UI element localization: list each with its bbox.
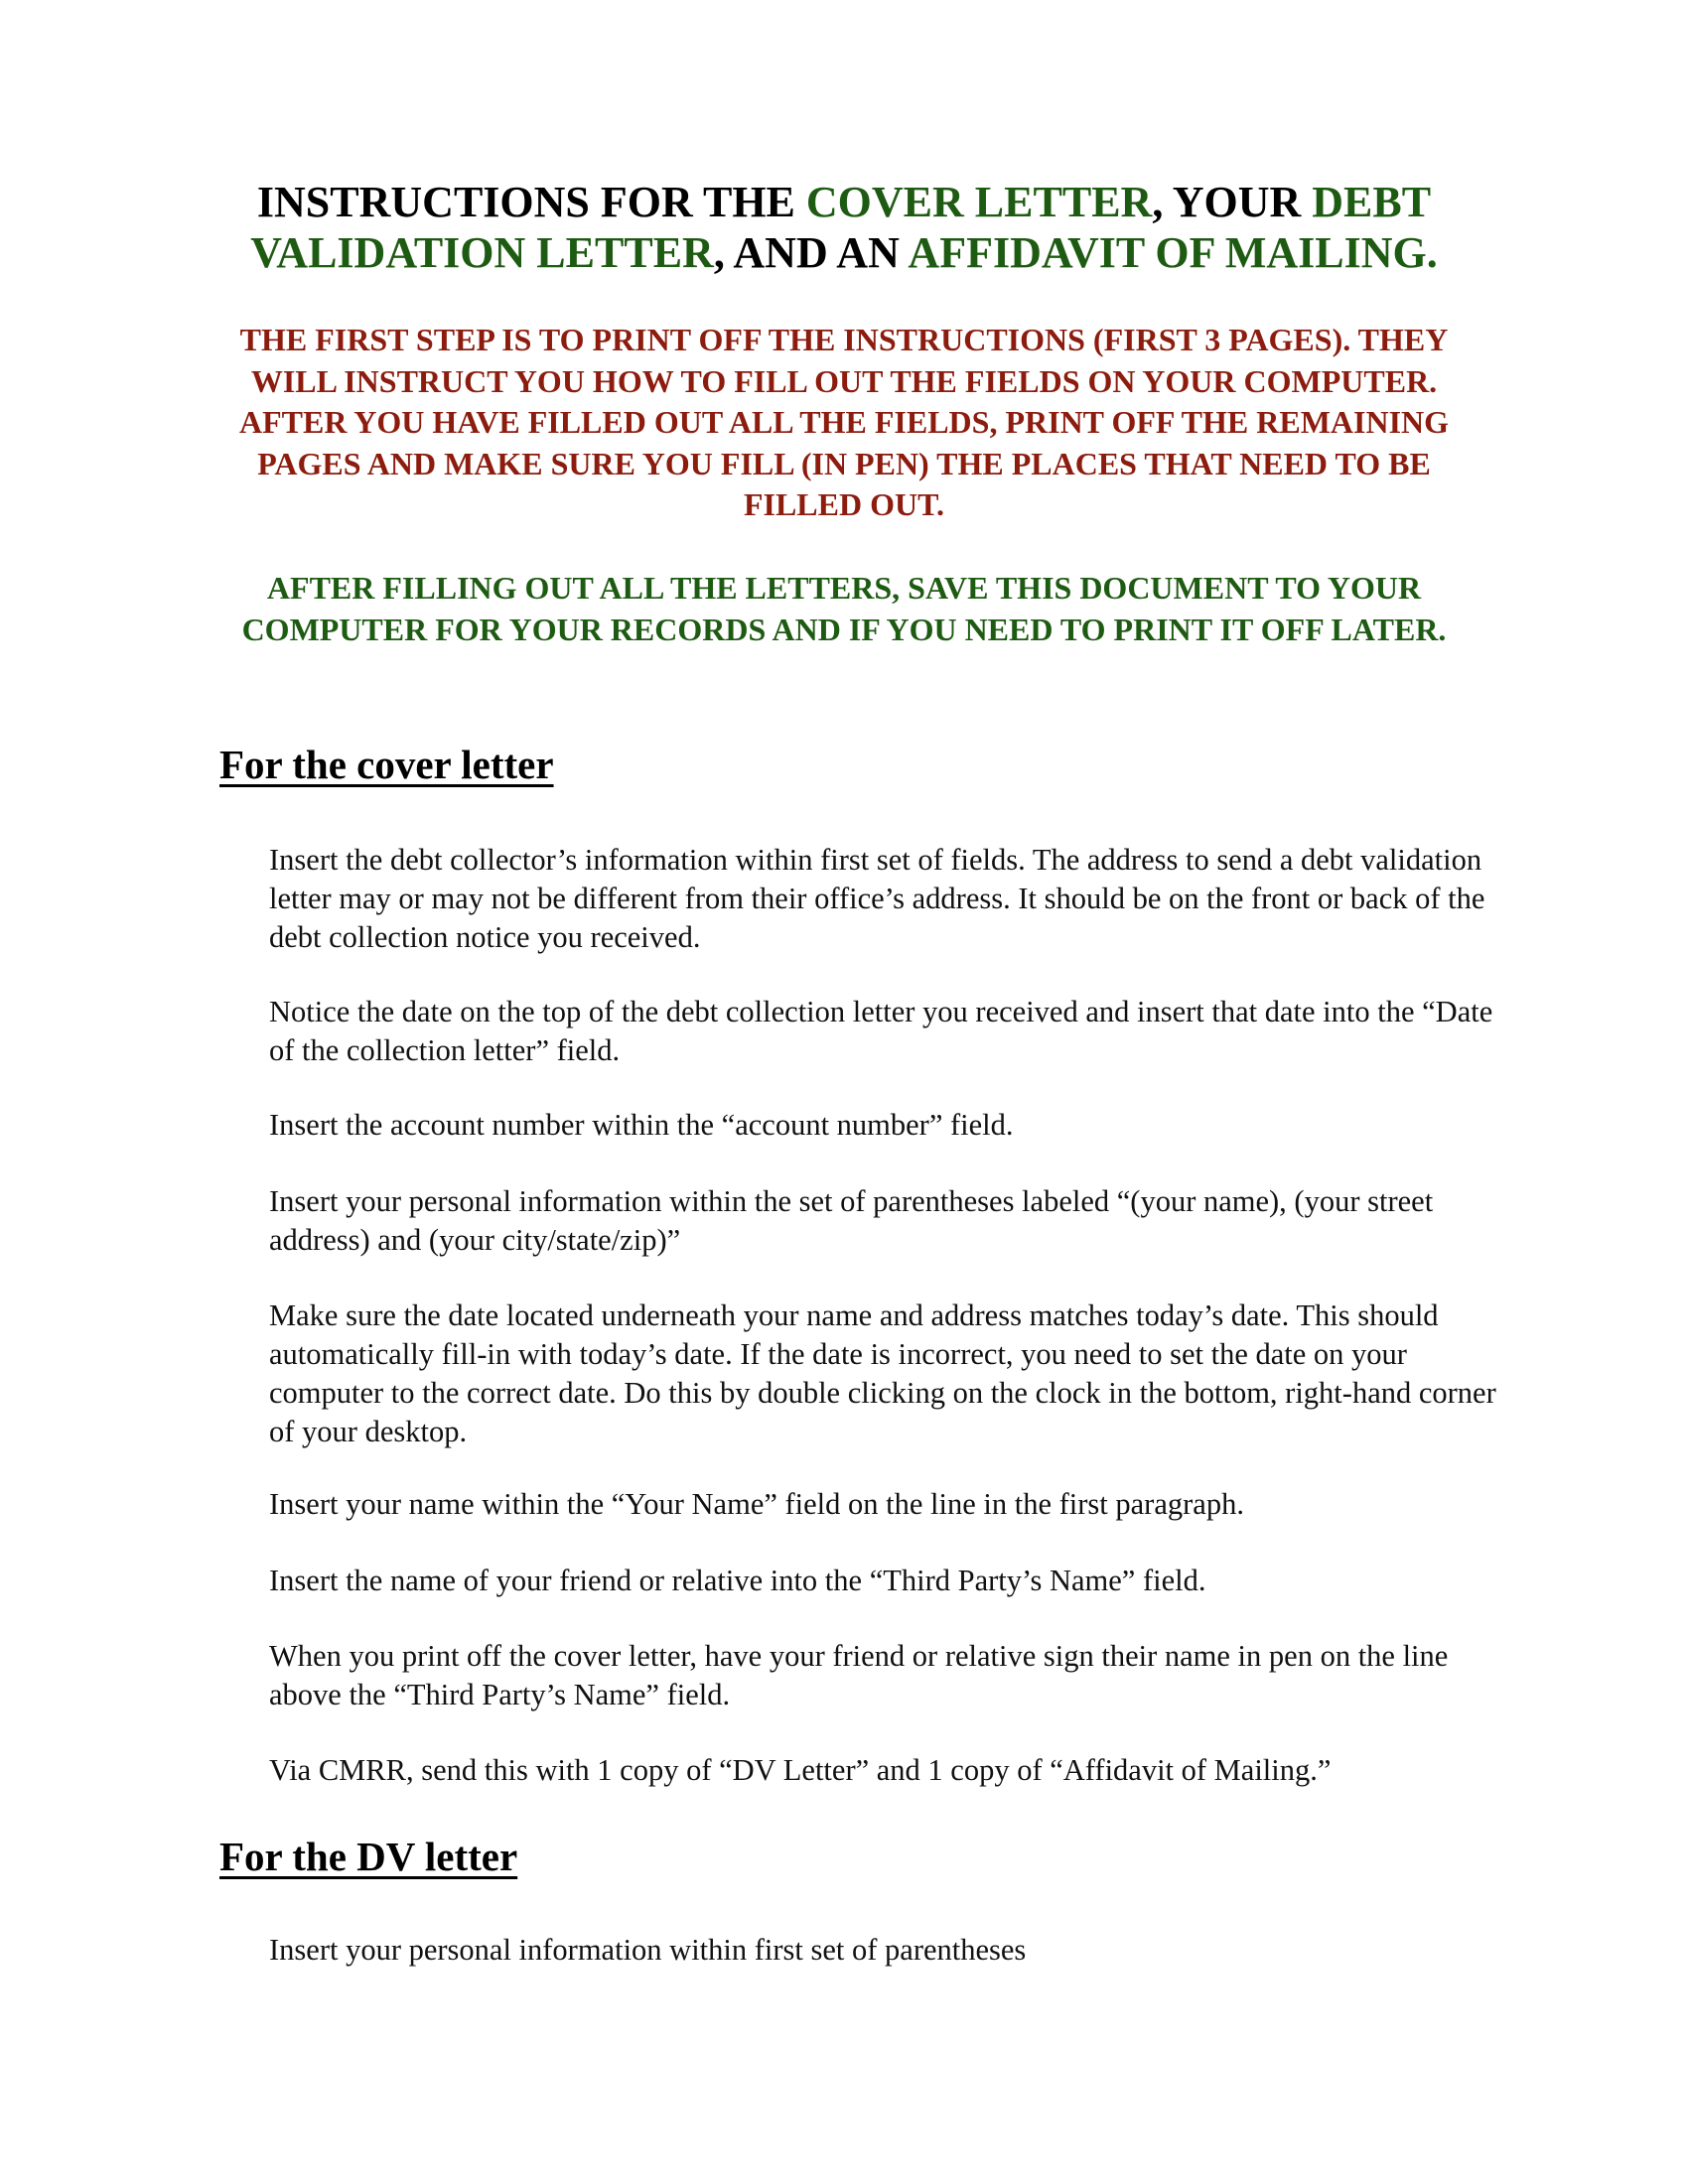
title-debt-validation-letter: DEBT VALIDATION LETTER — [250, 178, 1432, 277]
cover-letter-paragraph-1: Insert the debt collector’s information within first set of fields. The address to send a debt validation letter may or may not be different from their office’s address. It should be on the front or back of the debt collection notice you received. — [269, 843, 1485, 954]
cover-letter-paragraph-5: Make sure the date located underneath your name and address matches today’s date. This should automatically fill-in with today’s date. If the date is incorrect, you need to set the date on your computer to the correct date. Do this by double clicking on the clock in the bottom, right-hand corner of your desktop. — [269, 1298, 1496, 1448]
cover-letter-paragraph-2: Notice the date on the top of the debt collection letter you received and insert that date into the “Date of the collection letter” field. — [269, 995, 1493, 1067]
cover-letter-paragraph-4: Insert your personal information within the set of parentheses labeled “(your name), (your street address) and (your city/state/zip)” — [269, 1184, 1434, 1257]
title-cover-letter: COVER LETTER — [805, 178, 1153, 226]
cover-letter-paragraph-9: Via CMRR, send this with 1 copy of “DV Letter” and 1 copy of “Affidavit of Mailing.” — [269, 1753, 1332, 1787]
cover-letter-paragraph-6: Insert your name within the “Your Name” field on the line in the first paragraph. — [269, 1487, 1244, 1521]
cover-letter-paragraph-8: When you print off the cover letter, have your friend or relative sign their name in pen on the line above the “Third Party’s Name” field. — [269, 1639, 1449, 1711]
title-part-5: , AND AN — [713, 228, 909, 277]
cover-letter-paragraph-7: Insert the name of your friend or relative into the “Third Party’s Name” field. — [269, 1564, 1206, 1597]
print-instructions-notice: THE FIRST STEP IS TO PRINT OFF THE INSTRUCTIONS (FIRST 3 PAGES). THEY WILL INSTRUCT YOU HOW TO FILL OUT THE FIELDS ON YOUR COMPUTER. AFTER YOU HAVE FILLED OUT ALL THE FIELDS, PRINT OFF THE REMAINING PAGES AND MAKE SURE YOU FILL (IN PEN) THE PLACES THAT NEED TO BE FILLED OUT. — [238, 322, 1450, 523]
cover-letter-paragraph-3: Insert the account number within the “account number” field. — [269, 1108, 1014, 1142]
title-part-3: , YOUR — [1152, 178, 1313, 226]
save-document-notice: AFTER FILLING OUT ALL THE LETTERS, SAVE THIS DOCUMENT TO YOUR COMPUTER FOR YOUR RECORDS AND IF YOU NEED TO PRINT IT OFF LATER. — [241, 570, 1447, 647]
dv-letter-paragraph-1: Insert your personal information within first set of parentheses — [269, 1933, 1027, 1967]
dv-letter-heading: For the DV letter — [219, 1834, 518, 1879]
title-affidavit-of-mailing: AFFIDAVIT OF MAILING. — [908, 228, 1438, 277]
title-part-1: INSTRUCTIONS FOR THE — [256, 178, 806, 226]
page-title — [199, 177, 1489, 278]
cover-letter-heading: For the cover letter — [219, 742, 554, 787]
